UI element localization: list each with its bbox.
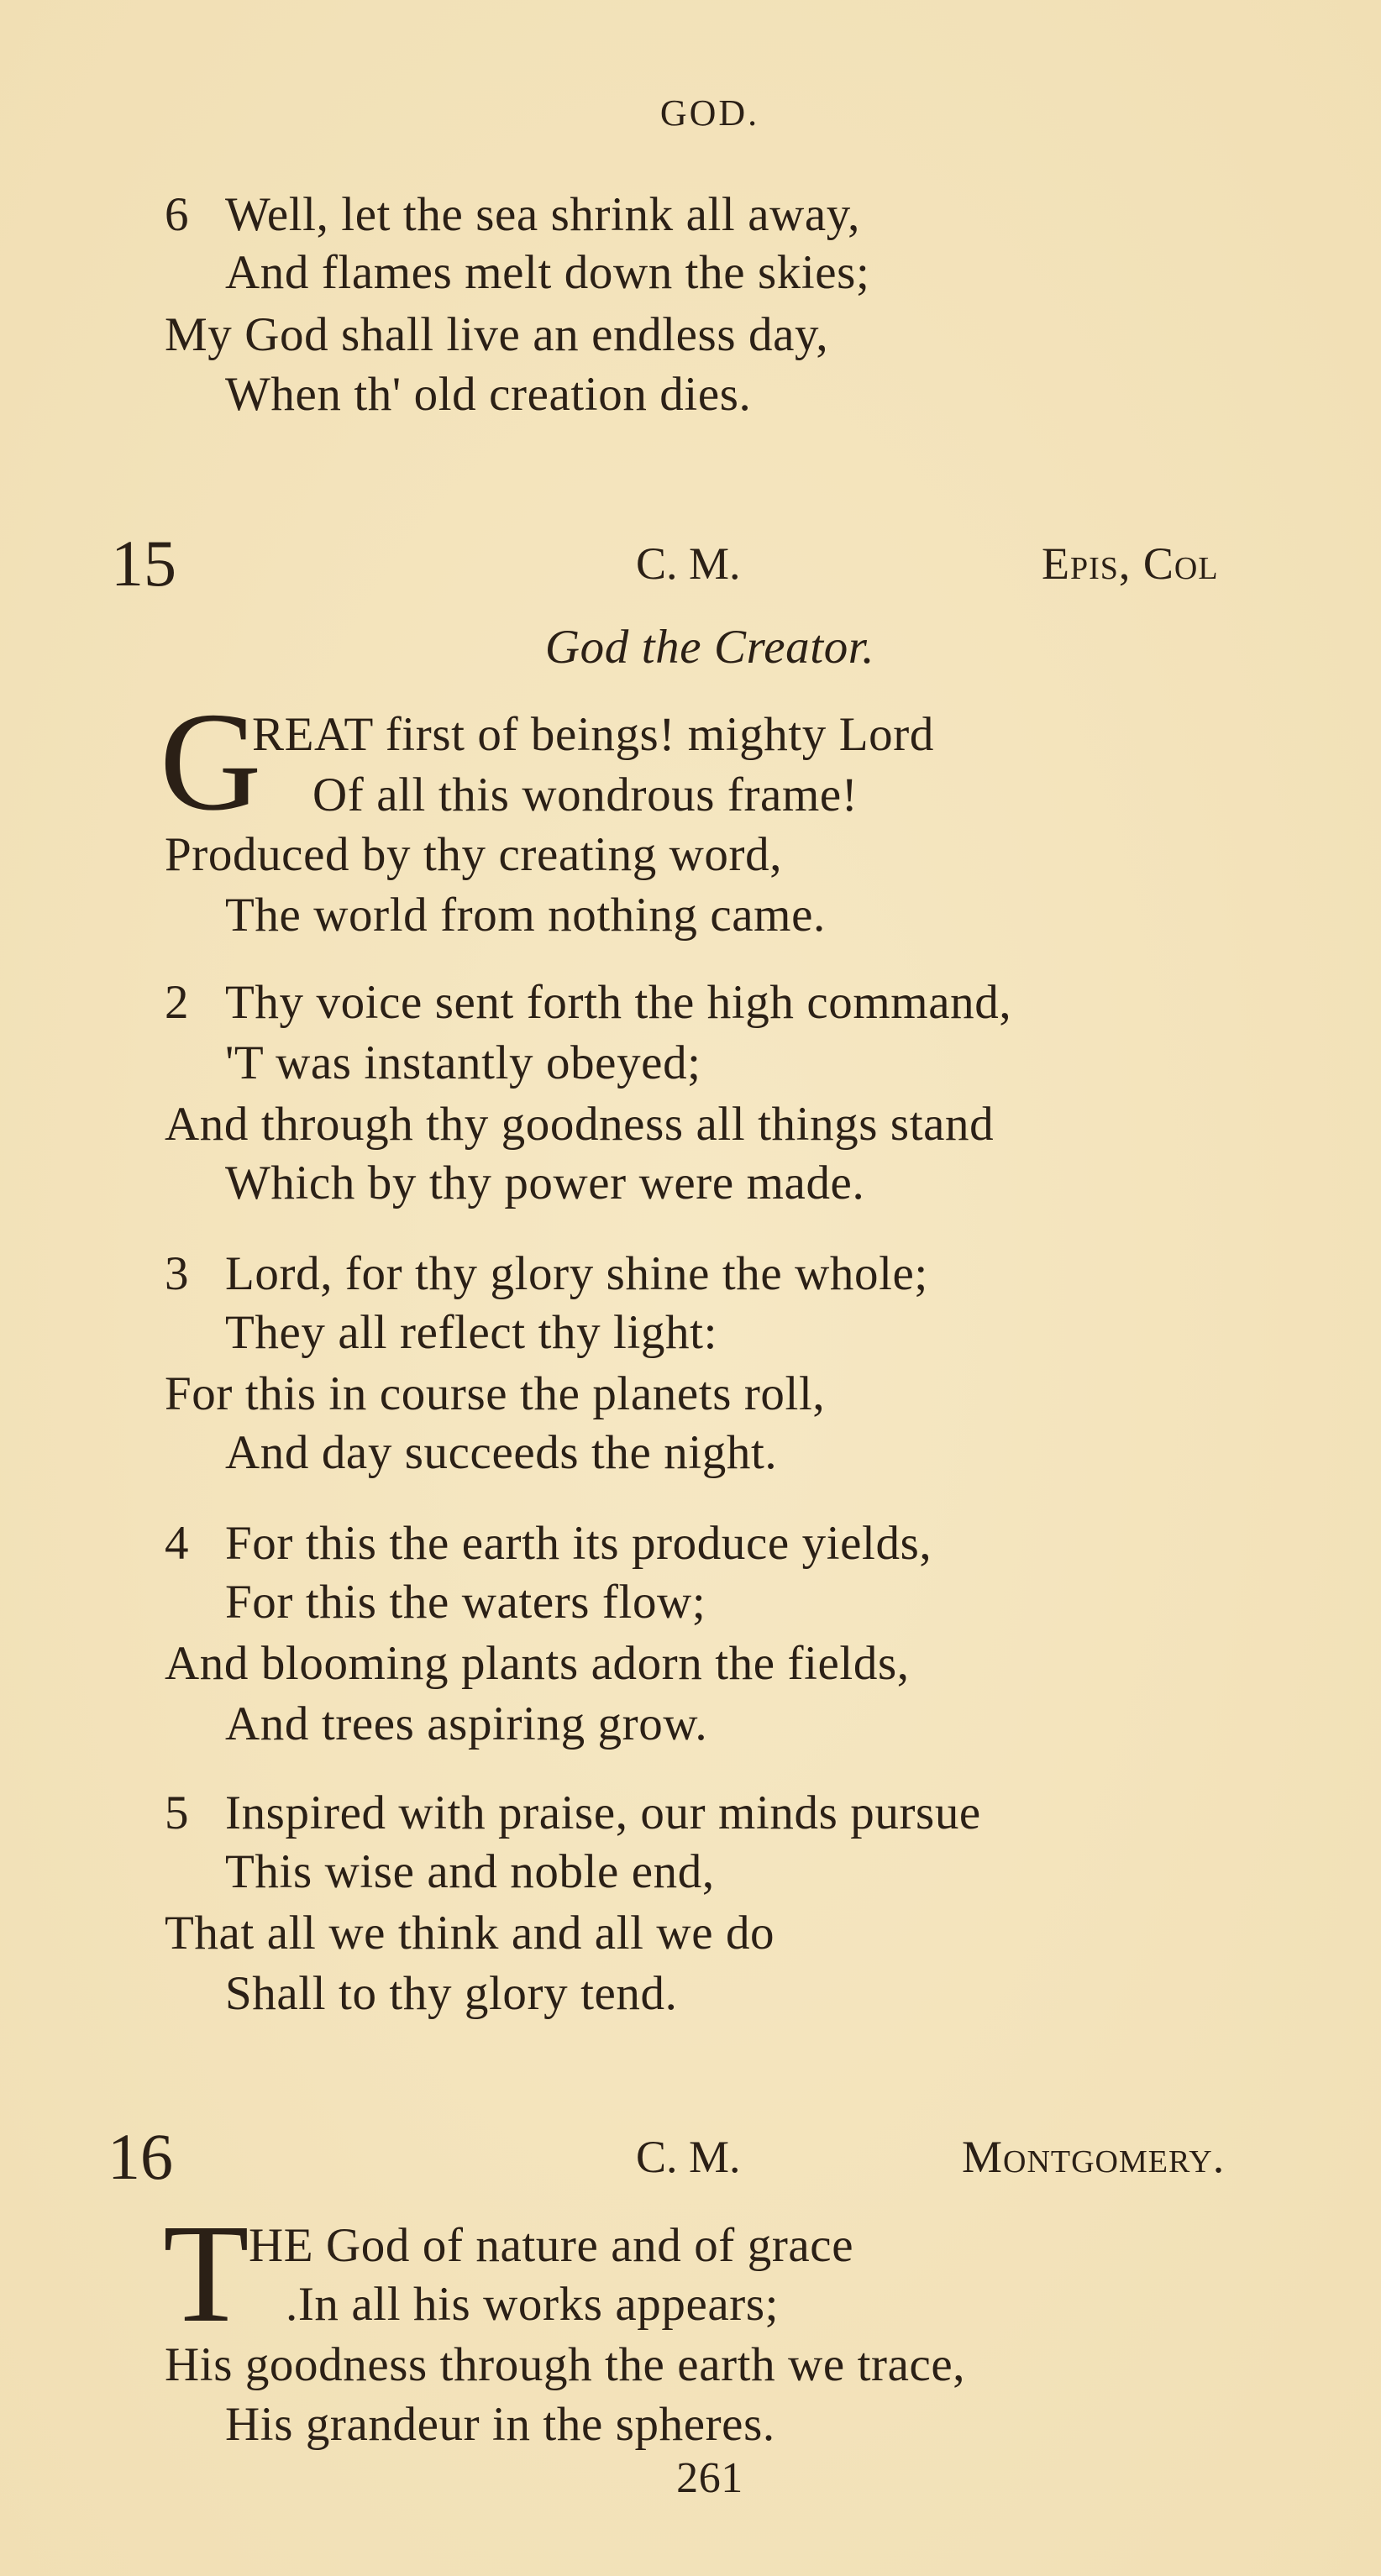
verse-line: .In all his works appears; bbox=[286, 2278, 780, 2331]
verse-line: For this the earth its produce yields, bbox=[225, 1517, 932, 1570]
verse-line: His goodness through the earth we trace, bbox=[165, 2338, 966, 2391]
verse-line: And flames melt down the skies; bbox=[225, 246, 870, 299]
stanza-number: 3 bbox=[165, 1247, 190, 1300]
page-number: 261 bbox=[676, 2454, 743, 2502]
verse-line: And day succeeds the night. bbox=[225, 1426, 778, 1479]
verse-line: His grandeur in the spheres. bbox=[225, 2398, 775, 2451]
stanza-number: 4 bbox=[165, 1517, 190, 1570]
verse-line: My God shall live an endless day, bbox=[165, 308, 829, 361]
verse-line: The world from nothing came. bbox=[225, 889, 826, 942]
verse-line: This wise and noble end, bbox=[225, 1845, 715, 1898]
verse-line: Shall to thy glory tend. bbox=[225, 1967, 678, 2020]
verse-line: Produced by thy creating word, bbox=[165, 828, 783, 881]
verse-line: For this the waters flow; bbox=[225, 1576, 706, 1629]
verse-line: Well, let the sea shrink all away, bbox=[225, 188, 861, 241]
verse-line: Thy voice sent forth the high command, bbox=[225, 976, 1012, 1029]
verse-line: And trees aspiring grow. bbox=[225, 1697, 708, 1750]
hymn-title: God the Creator. bbox=[544, 621, 875, 674]
hymn-number: 16 bbox=[108, 2120, 173, 2193]
verse-line: Lord, for thy glory shine the whole; bbox=[225, 1247, 928, 1300]
verse-line: Which by thy power were made. bbox=[225, 1157, 865, 1209]
stanza-number: 2 bbox=[165, 976, 190, 1029]
stanza-number: 5 bbox=[165, 1786, 190, 1839]
hymn-author: Montgomery. bbox=[962, 2132, 1226, 2182]
stanza-number: 6 bbox=[165, 188, 190, 241]
verse-line: HE God of nature and of grace bbox=[249, 2219, 854, 2272]
verse-line: When th' old creation dies. bbox=[225, 368, 752, 421]
verse-line: And through thy goodness all things stand bbox=[165, 1098, 995, 1151]
drop-cap: G bbox=[160, 684, 262, 840]
running-head: GOD. bbox=[659, 92, 760, 134]
drop-cap: T bbox=[163, 2196, 249, 2352]
verse-line: They all reflect thy light: bbox=[225, 1306, 718, 1359]
verse-line: Inspired with praise, our minds pursue bbox=[225, 1786, 981, 1839]
verse-line: REAT first of beings! mighty Lord bbox=[252, 708, 934, 761]
verse-line: And blooming plants adorn the fields, bbox=[165, 1637, 910, 1690]
verse-line: 'T was instantly obeyed; bbox=[225, 1036, 701, 1089]
verse-line: For this in course the planets roll, bbox=[165, 1367, 826, 1420]
hymn-meter: C. M. bbox=[636, 538, 741, 589]
hymn-number: 15 bbox=[111, 527, 176, 600]
verse-line: That all we think and all we do bbox=[165, 1907, 775, 1960]
hymn-meter: C. M. bbox=[636, 2132, 741, 2182]
verse-line: Of all this wondrous frame! bbox=[312, 769, 859, 821]
hymn-author: Epis, Col bbox=[1042, 538, 1219, 589]
